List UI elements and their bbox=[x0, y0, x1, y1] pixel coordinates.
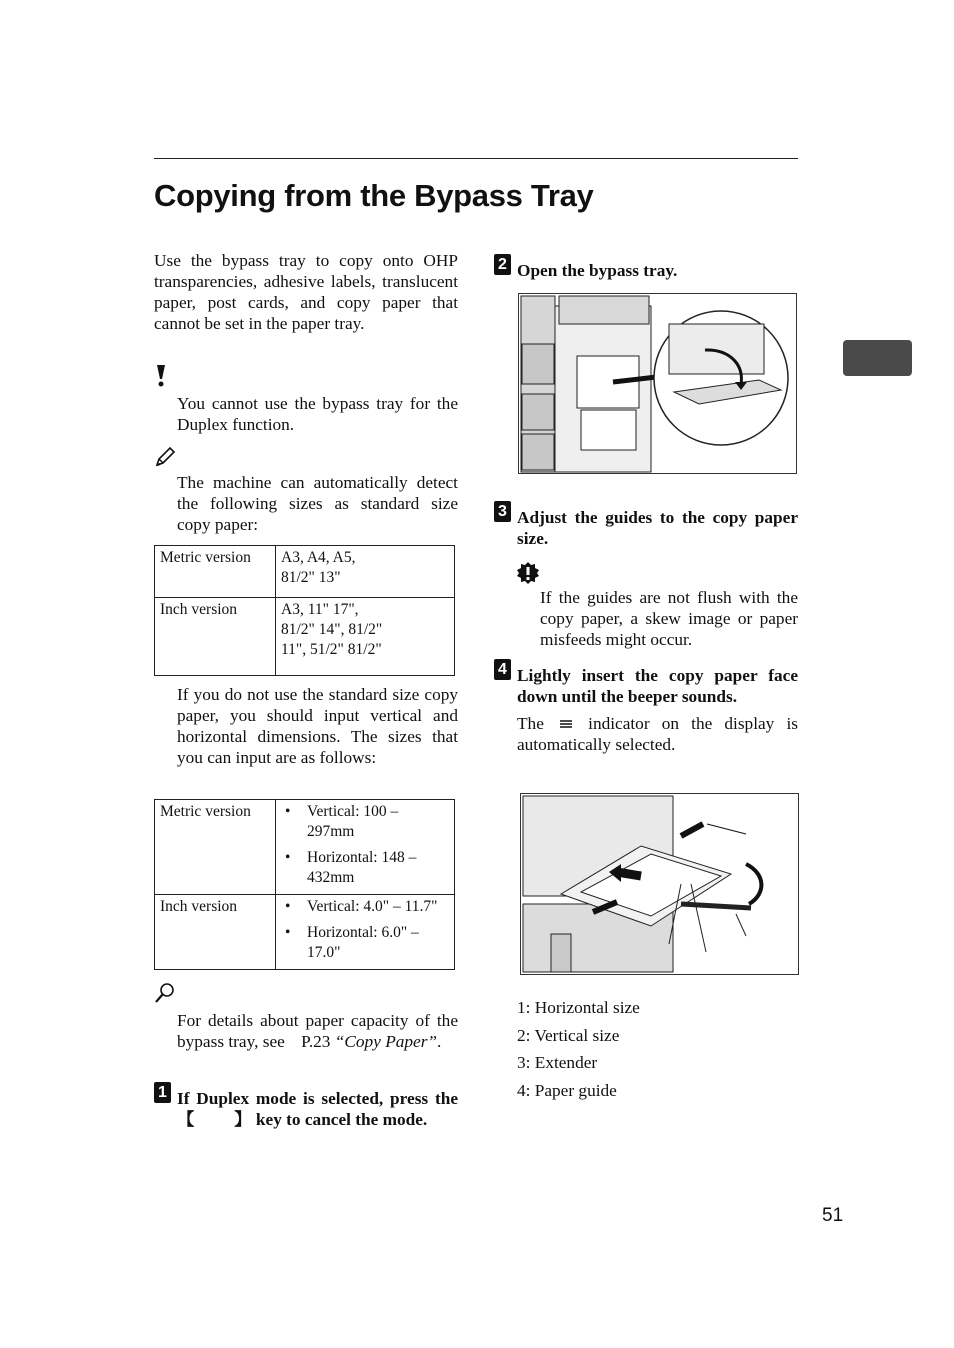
legend-item: 4: Paper guide bbox=[517, 1080, 617, 1100]
header-rule bbox=[154, 158, 798, 159]
table-cell-label: Inch version bbox=[155, 895, 276, 970]
legend-item: 2: Vertical size bbox=[517, 1025, 620, 1045]
step-2-icon: 2 bbox=[494, 254, 511, 275]
list-item: Horizontal: 6.0" – 17.0" bbox=[307, 924, 419, 961]
legend-item: 3: Extender bbox=[517, 1053, 598, 1072]
list-item: Vertical: 4.0" – 11.7" bbox=[307, 898, 438, 915]
page-title: Copying from the Bypass Tray bbox=[154, 178, 594, 213]
step-1-icon: 1 bbox=[154, 1082, 171, 1103]
limitation-text: You cannot use the bypass tray for the Duplex function. bbox=[177, 394, 458, 434]
limitation-icon bbox=[154, 364, 168, 393]
inch-sizes-line3: 11", 51/2" 81/2" bbox=[281, 641, 382, 658]
step-4-description: The indicator on the display is automatically selected. bbox=[517, 714, 798, 754]
step-1-text: If Duplex mode is selected, press the 【 】 key to cancel the mode. bbox=[177, 1089, 458, 1129]
inch-sizes-line1: A3, 11" 17", bbox=[281, 601, 359, 618]
important-icon bbox=[517, 562, 539, 589]
step-4-icon: 4 bbox=[494, 659, 511, 680]
table-cell-value bbox=[276, 598, 455, 676]
step-2-text: Open the bypass tray. bbox=[517, 261, 678, 280]
table-cell-label: Metric version bbox=[155, 546, 276, 598]
custom-size-intro: If you do not use the standard size copy paper, you should input vertical and horizontal dimensions. The sizes that you can input are as follows: bbox=[177, 685, 458, 767]
step-4-text: Lightly insert the copy paper face down until the beeper sounds. bbox=[517, 666, 798, 706]
list-item: Horizontal: 148 – 432mm bbox=[307, 849, 417, 886]
note-pencil-icon bbox=[154, 446, 176, 473]
bypass-tray-indicator-icon bbox=[559, 714, 573, 726]
important-text: If the guides are not flush with the copy paper, a skew image or paper misfeeds might occur. bbox=[540, 588, 798, 649]
intro-text: Use the bypass tray to copy onto OHP transparencies, adhesive labels, translucent paper, post cards, and copy paper that cannot be set in the paper tray. bbox=[154, 251, 458, 333]
note-text: The machine can automatically detect the following sizes as standard size copy paper: bbox=[177, 473, 458, 534]
list-item: Vertical: 100 – 297mm bbox=[307, 803, 399, 840]
step-3-icon: 3 bbox=[494, 501, 511, 522]
table-cell-value bbox=[276, 546, 455, 598]
table-cell-label: Inch version bbox=[155, 598, 276, 676]
open-bypass-tray-illustration bbox=[518, 293, 797, 474]
figure-legend bbox=[517, 994, 640, 1104]
table-cell-label: Metric version bbox=[155, 800, 276, 895]
reference-text: For details about paper capacity of the bypass tray, see P.23 “Copy Paper”. bbox=[177, 1011, 458, 1051]
chapter-tab bbox=[843, 340, 912, 376]
table-cell-value: • Vertical: 100 – 297mm • Horizontal: 148 – 432mm bbox=[276, 800, 455, 895]
step-3-text: Adjust the guides to the copy paper size. bbox=[517, 508, 798, 548]
inch-sizes-line2: 81/2" 14", 81/2" bbox=[281, 621, 383, 638]
page-number: 51 bbox=[822, 1205, 844, 1226]
insert-paper-illustration bbox=[520, 793, 799, 975]
legend-item: 1: Horizontal size bbox=[517, 998, 640, 1017]
custom-size-table bbox=[154, 799, 455, 970]
metric-sizes-line1: A3, A4, A5, bbox=[281, 549, 356, 566]
reference-magnifier-icon bbox=[154, 982, 176, 1009]
table-cell-value: • Vertical: 4.0" – 11.7" • Horizontal: 6.0" – 17.0" bbox=[276, 895, 455, 970]
standard-size-table bbox=[154, 545, 455, 676]
metric-sizes-line2: 81/2" 13" bbox=[281, 569, 341, 586]
